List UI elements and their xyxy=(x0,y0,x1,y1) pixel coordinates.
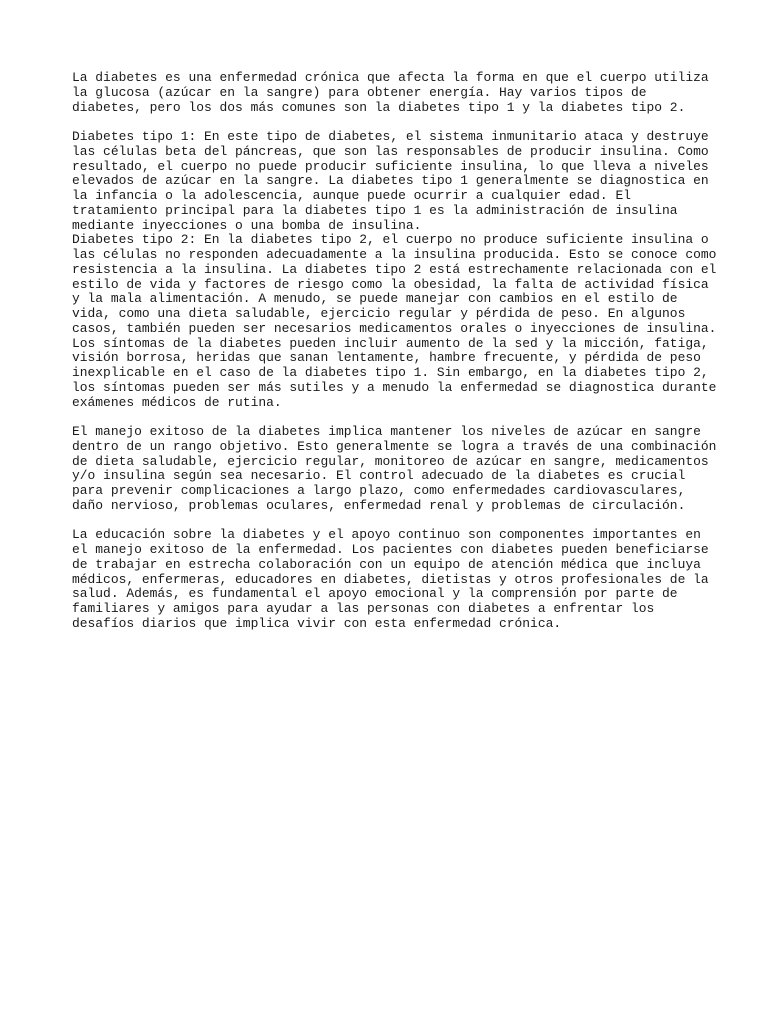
paragraph-types xyxy=(72,129,717,410)
paragraph-education xyxy=(72,528,712,631)
paragraph-intro xyxy=(72,71,712,115)
text-line: de dieta saludable, ejercicio regular, monitoreo de azúcar en sangre, medicamentos xyxy=(72,453,709,469)
paragraph-spacer xyxy=(72,514,712,529)
text-line: inexplicable en el caso de la diabetes tipo 1. Sin embargo, en la diabetes tipo 2, xyxy=(72,365,709,380)
text-line: dentro de un rango objetivo. Esto generalmente se logra a través de una combinación xyxy=(72,438,717,454)
text-line: familiares y amigos para ayudar a las personas con diabetes a enfrentar los xyxy=(72,601,655,616)
text-line: para prevenir complicaciones a largo plazo, como enfermedades cardiovasculares, xyxy=(72,483,686,498)
text-line: la glucosa (azúcar en la sangre) para obtener energía. Hay varios tipos de xyxy=(72,84,647,100)
paragraph-management xyxy=(72,424,717,514)
text-line: exámenes médicos de rutina. xyxy=(72,394,282,410)
text-line: resistencia a la insulina. La diabetes tipo 2 está estrechamente relacionada con el xyxy=(72,261,717,277)
text-line: desafíos diarios que implica vivir con esta enfermedad crónica. xyxy=(72,615,562,631)
text-line: Diabetes tipo 1: En este tipo de diabetes, el sistema inmunitario ataca y destruye xyxy=(72,129,709,144)
text-line: y/o insulina según sea necesario. El control adecuado de la diabetes es crucial xyxy=(72,468,686,484)
paragraph-spacer xyxy=(72,410,712,425)
text-line: de trabajar en estrecha colaboración con un equipo de atención médica que incluya xyxy=(72,556,701,572)
text-line: vida, como una dieta saludable, ejercicio regular y pérdida de peso. En algunos xyxy=(72,306,686,321)
text-line: salud. Además, es fundamental el apoyo emocional y la comprensión por parte de xyxy=(72,586,678,602)
text-line: visión borrosa, heridas que sanan lentamente, hambre frecuente, y pérdida de peso xyxy=(72,350,701,366)
text-line: médicos, enfermeras, educadores en diabetes, dietistas y otros profesionales de la xyxy=(72,571,709,587)
text-line: las células beta del páncreas, que son las responsables de producir insulina. Como xyxy=(72,143,709,159)
text-line: estilo de vida y factores de riesgo como la obesidad, la falta de actividad física xyxy=(72,276,709,292)
text-line: tratamiento principal para la diabetes tipo 1 es la administración de insulina xyxy=(72,202,678,218)
text-line: El manejo exitoso de la diabetes implica mantener los niveles de azúcar en sangre xyxy=(72,424,701,439)
document-page xyxy=(72,70,717,632)
text-line: elevados de azúcar en la sangre. La diabetes tipo 1 generalmente se diagnostica en xyxy=(72,173,709,189)
text-line: mediante inyecciones o una bomba de insulina. xyxy=(72,217,422,233)
text-line: diabetes, pero los dos más comunes son la diabetes tipo 1 y la diabetes tipo 2. xyxy=(72,99,686,115)
text-line: los síntomas pueden ser más sutiles y a menudo la enfermedad se diagnostica durante xyxy=(72,379,717,395)
text-line: daño nervioso, problemas oculares, enfermedad renal y problemas de circulación. xyxy=(72,497,686,513)
text-line: Diabetes tipo 2: En la diabetes tipo 2, el cuerpo no produce suficiente insulina o xyxy=(72,232,709,248)
text-line: resultado, el cuerpo no puede producir suficiente insulina, lo que lleva a niveles xyxy=(72,158,709,174)
text-line: La educación sobre la diabetes y el apoyo continuo son componentes importantes en xyxy=(72,527,701,543)
text-line: la infancia o la adolescencia, aunque puede ocurrir a cualquier edad. El xyxy=(72,188,631,203)
text-line: Los síntomas de la diabetes pueden incluir aumento de la sed y la micción, fatiga, xyxy=(72,335,709,351)
text-line: y la mala alimentación. A menudo, se puede manejar con cambios en el estilo de xyxy=(72,291,678,307)
text-line: las células no responden adecuadamente a la insulina producida. Esto se conoce como xyxy=(72,247,717,262)
text-line: el manejo exitoso de la enfermedad. Los pacientes con diabetes pueden beneficiarse xyxy=(72,542,709,557)
text-line: casos, también pueden ser necesarios medicamentos orales o inyecciones de insulina. xyxy=(72,320,717,336)
text-line: La diabetes es una enfermedad crónica que afecta la forma en que el cuerpo utiliza xyxy=(72,70,709,85)
paragraph-spacer xyxy=(72,115,712,130)
